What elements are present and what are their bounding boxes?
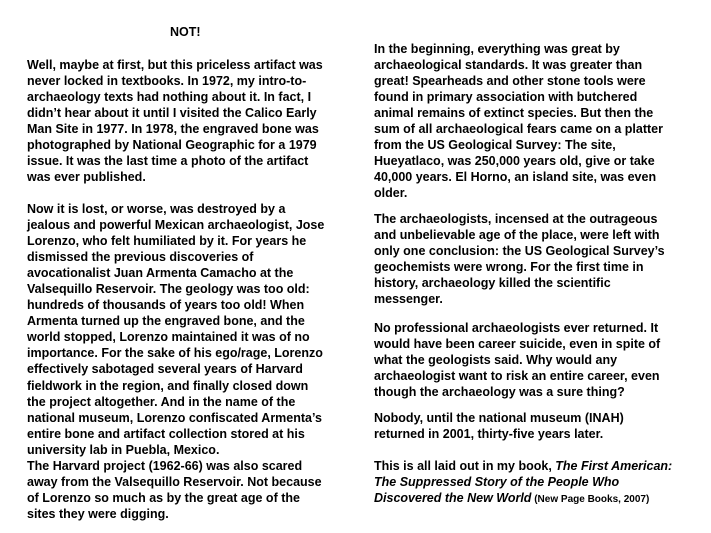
text-line: fieldwork in the region, and finally closed down [27,378,309,393]
text-line: though the archaeology was a sure thing? [374,385,625,400]
text-line: sites they were digging. [27,507,169,522]
text-line: what the geologists said. Why would any [374,353,618,368]
text-line: The archaeologists, incensed at the outrageous [374,212,658,226]
right-paragraph-1 [374,41,663,201]
text-line: found in primary association with butchered [374,90,638,105]
text-line: sum of all archaeological fears came on a platter [374,122,663,137]
text-line: history, archaeology killed the scientific [374,276,611,291]
text-line: university lab in Puebla, Mexico. [27,442,220,457]
text-line: didn’t hear about it until I visited the Calico Early [27,106,317,121]
text-line: was ever published. [27,170,146,185]
text-line: away from the Valsequillo Reservoir. Not because [27,475,322,490]
book-title-part-3: Discovered the New World [374,491,532,506]
text-line: world stopped, Lorenzo maintained it was of no [27,330,310,345]
text-line: returned in 2001, thirty-five years later. [374,427,604,442]
left-paragraph-1 [27,57,323,185]
text-line: never locked in textbooks. In 1972, my intro-to- [27,74,307,89]
text-line: Well, maybe at first, but this priceless artifact was [27,58,323,72]
text-line: Nobody, until the national museum (INAH) [374,411,624,425]
right-paragraph-4 [374,410,624,442]
text-line: Man Site in 1977. In 1978, the engraved bone was [27,122,319,137]
text-line: In the beginning, everything was great by [374,42,620,56]
text-line [374,458,672,474]
left-paragraph-2 [27,201,324,458]
text-line: 40,000 years. El Horno, an island site, was even [374,170,657,185]
text-line: geochemists were wrong. For the first time in [374,260,644,275]
book-publisher: (New Page Books, 2007) [531,494,650,506]
text-line: No professional archaeologists ever returned. It [374,321,659,335]
text-line: The Harvard project (1962-66) was also scared [27,459,303,473]
text-line: would have been career suicide, even in spite of [374,337,661,352]
text-line: the project altogether. And in the name of the [27,394,296,409]
right-paragraph-3 [374,320,660,400]
text-line: issue. It was the last time a photo of the artifact [27,154,309,169]
text-line [374,474,672,490]
text-line: Armenta turned up the engraved bone, and the [27,314,305,329]
text-line: of Lorenzo so much as by the great age of the [27,491,300,506]
book-title-part-1: The First American: [555,459,673,473]
text-line: importance. For the sake of his ego/rage, Lorenzo [27,346,323,361]
left-paragraph-3 [27,458,322,522]
text-line: messenger. [374,292,443,307]
text-line: entire bone and artifact collection stored at his [27,426,305,441]
text-line: effectively sabotaged several years of Harvard [27,362,303,377]
text-line: archaeology texts had nothing about it. In fact, I [27,90,312,105]
text-line: Valsequillo Reservoir. The geology was too old: [27,282,310,297]
text-line: Now it is lost, or worse, was destroyed by a [27,202,286,216]
text-line: and unbelievable age of the place, were left with [374,228,660,243]
text-line: national museum, Lorenzo confiscated Armenta’s [27,410,322,425]
text-line [374,490,672,508]
text-line: jealous and powerful Mexican archaeologist, Jose [27,218,325,233]
text-line: hundreds of thousands of years too old! When [27,298,305,313]
text-line: Hueyatlaco, was 250,000 years old, give or take [374,154,655,169]
text-line: photographed by National Geographic for a 1979 [27,138,317,153]
text-line: animal remains of extinct species. But then the [374,106,654,121]
book-title-part-2: The Suppressed Story of the People Who [374,475,620,490]
text-line: Lorenzo, who felt humiliated by it. For years he [27,234,307,249]
right-paragraph-5 [374,458,672,508]
text-line: from the US Geological Survey: The site, [374,138,616,153]
right-paragraph-2 [374,211,665,307]
text-line: dismissed the previous discoveries of [27,250,254,265]
text-line: archaeologist want to risk an entire career, even [374,369,660,384]
text-line: only one conclusion: the US Geological Survey’s [374,244,665,259]
slide-title: NOT! [170,25,201,39]
text-line: great! Spearheads and other stone tools were [374,74,646,89]
text-line: archaeological standards. It was greater than [374,58,643,73]
book-intro-text: This is all laid out in my book, [374,459,556,473]
text-line: older. [374,186,408,201]
text-line: avocationalist Juan Armenta Camacho at the [27,266,294,281]
